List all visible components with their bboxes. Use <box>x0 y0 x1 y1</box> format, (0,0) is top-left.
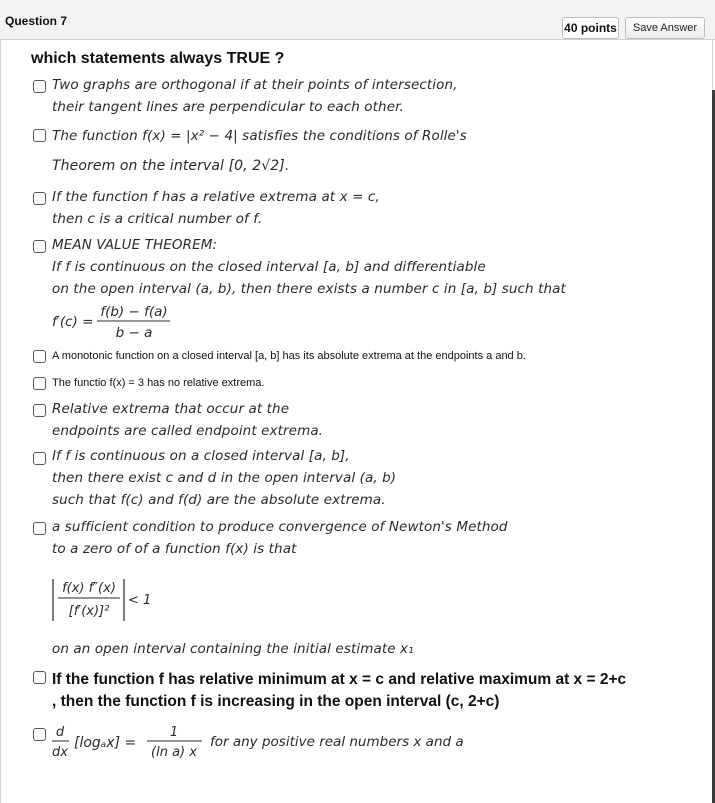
newton-rhs: < 1 <box>128 593 152 608</box>
deriv-denominator: dx <box>52 745 68 760</box>
log-expression: [logₐx] = <box>74 735 137 751</box>
option-9-line-2: to a zero of of a function f(x) is that <box>52 541 297 557</box>
option-9-checkbox[interactable] <box>33 522 46 535</box>
option-2-line-1: The function f(x) = |x² − 4| satisfies the conditions of Rolle's <box>52 128 467 144</box>
option-9-newton-formula <box>50 577 160 623</box>
log-rhs-denominator: (ln a) x <box>151 745 197 760</box>
option-5-checkbox[interactable] <box>33 350 46 363</box>
option-10-line-2: , then the function f is increasing in the open interval (c, 2+c) <box>52 693 500 710</box>
mvt-numerator: f(b) − f(a) <box>100 304 168 320</box>
option-8-line-2: then there exist c and d in the open interval (a, b) <box>52 470 397 486</box>
option-4-line-1: MEAN VALUE THEOREM: <box>52 237 218 253</box>
mvt-lhs: f′(c) = <box>52 314 94 330</box>
option-7-line-2: endpoints are called endpoint extrema. <box>52 423 324 439</box>
option-9-line-3: on an open interval containing the initial estimate x₁ <box>52 641 414 657</box>
points-badge: 40 points <box>562 17 619 39</box>
save-answer-button[interactable]: Save Answer <box>625 17 705 39</box>
option-9-line-1: a sufficient condition to produce convergence of Newton's Method <box>52 519 508 535</box>
deriv-numerator: d <box>55 725 65 740</box>
option-1-checkbox[interactable] <box>33 80 46 93</box>
option-4-mvt-formula <box>52 302 182 342</box>
option-7-checkbox[interactable] <box>33 404 46 417</box>
question-header <box>0 0 715 40</box>
option-8-line-3: such that f(c) and f(d) are the absolute extrema. <box>52 492 386 508</box>
option-11-checkbox[interactable] <box>33 728 46 741</box>
option-2-checkbox[interactable] <box>33 129 46 142</box>
option-4-line-2: If f is continuous on the closed interval [a, b] and differentiable <box>52 259 486 275</box>
log-tail-text: for any positive real numbers x and a <box>210 734 464 750</box>
log-rhs-numerator: 1 <box>169 725 179 740</box>
option-10-checkbox[interactable] <box>33 671 46 684</box>
option-1-line-2: their tangent lines are perpendicular to each other. <box>52 99 404 115</box>
option-6-checkbox[interactable] <box>33 377 46 390</box>
option-8-checkbox[interactable] <box>33 452 46 465</box>
option-4-line-3: on the open interval (a, b), then there exists a number c in [a, b] such that <box>52 281 566 297</box>
option-11-log-formula <box>52 722 512 762</box>
option-2-line-2: Theorem on the interval [0, 2√2]. <box>52 158 290 174</box>
option-1-line-1: Two graphs are orthogonal if at their points of intersection, <box>52 77 458 93</box>
option-3-line-2: then c is a critical number of f. <box>52 211 263 227</box>
option-10-line-1: If the function f has relative minimum at x = c and relative maximum at x = 2+c <box>52 671 627 688</box>
option-8-line-1: If f is continuous on a closed interval [a, b], <box>52 448 350 464</box>
option-4-checkbox[interactable] <box>33 240 46 253</box>
newton-numerator: f(x) f″(x) <box>62 581 116 596</box>
option-3-checkbox[interactable] <box>33 192 46 205</box>
option-7-line-1: Relative extrema that occur at the <box>52 401 290 417</box>
newton-denominator: [f′(x)]² <box>68 604 110 619</box>
option-6-text: The functio f(x) = 3 has no relative extrema. <box>52 377 265 389</box>
question-title: Question 7 <box>5 14 68 28</box>
option-3-line-1: If the function f has a relative extrema at x = c, <box>52 189 380 205</box>
mvt-denominator: b − a <box>115 325 153 341</box>
option-5-text: A monotonic function on a closed interval [a, b] has its absolute extrema at the endpoints a and b. <box>52 350 526 362</box>
question-prompt: which statements always TRUE ? <box>31 50 285 67</box>
